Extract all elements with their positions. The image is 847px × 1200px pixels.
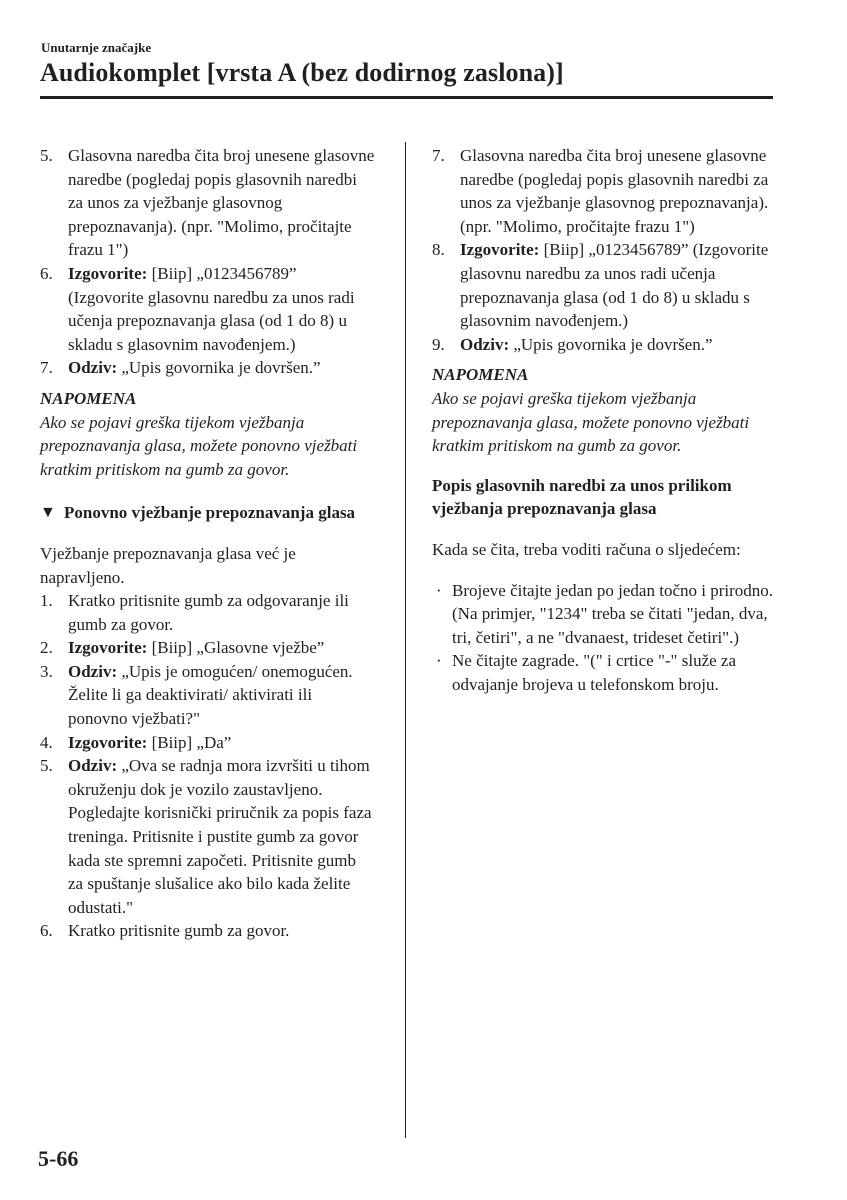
list-item	[40, 144, 375, 262]
item-text: Izgovorite: [Biip] „Da”	[68, 732, 232, 752]
item-text: Izgovorite: [Biip] „Glasovne vježbe”	[68, 638, 325, 658]
item-number: 4.	[40, 732, 53, 752]
triangle-marker-icon: ▼	[40, 504, 56, 522]
item-number: 5.	[40, 146, 53, 165]
item-text: Kratko pritisnite gumb za odgovaranje ili gumb za govor.	[68, 591, 349, 634]
list-item	[40, 919, 375, 943]
item-text: Izgovorite: [Biip] „0123456789” (Izgovorite glasovnu naredbu za unos radi učenja prepoznavanja glasa (od 1 do 8) u skladu s glasovnim navođenjem.)	[460, 240, 769, 331]
header-rule	[40, 96, 773, 99]
item-number: 3.	[40, 661, 53, 681]
note-body: Ako se pojavi greška tijekom vježbanja prepoznavanja glasa, možete ponovno vježbati kratkim pritiskom na gumb za govor.	[432, 388, 750, 456]
intro-paragraph: Vježbanje prepoznavanja glasa već je napravljeno.	[40, 543, 296, 587]
note-title: NAPOMENA	[40, 388, 137, 408]
item-number: 8.	[432, 240, 445, 260]
item-number: 7.	[40, 358, 53, 378]
section-label: Unutarnje značajke	[41, 40, 152, 55]
bullet-item	[432, 579, 777, 650]
item-number: 2.	[40, 638, 53, 658]
list-item	[40, 356, 375, 380]
note-body: Ako se pojavi greška tijekom vježbanja prepoznavanja glasa, možete ponovno vježbati kratkim pritiskom na gumb za govor.	[40, 412, 358, 479]
list-item	[40, 589, 375, 636]
list-item	[40, 754, 375, 919]
page-title: Audiokomplet [vrsta A (bez dodirnog zaslona)]	[40, 58, 564, 87]
section-heading: Popis glasovnih naredbi za unos prilikom vježbanja prepoznavanja glasa	[432, 475, 732, 519]
note-title: NAPOMENA	[432, 365, 529, 385]
bullet-text: Ne čitajte zagrade. "(" i crtice "-" služe za odvajanje brojeva u telefonskom broju.	[452, 651, 737, 694]
page-number: 5-66	[38, 1146, 79, 1171]
list-item	[40, 636, 375, 660]
item-text: Kratko pritisnite gumb za govor.	[68, 921, 290, 941]
intro-paragraph: Kada se čita, treba voditi računa o sljedećem:	[432, 539, 741, 559]
bullet-dot-icon: ·	[436, 651, 442, 671]
item-number: 9.	[432, 334, 445, 354]
list-item	[432, 333, 777, 357]
item-text: Odziv: „Ova se radnja mora izvršiti u tihom okruženju dok je vozilo zaustavljeno. Pogledajte korisnički priručnik za popis faza treninga. Pritisnite i pustite gumb za govor kada ste spremni započeti. Pritisnite gumb za spuštanje slušalice ako bilo kada želite odustati."	[68, 756, 372, 917]
left-column	[40, 144, 375, 943]
item-number: 7.	[432, 146, 445, 165]
item-text: Glasovna naredba čita broj unesene glasovne naredbe (pogledaj popis glasovnih naredbi za unos za vježbanje glasovnog prepoznavanja). (npr. "Molimo, pročitajte frazu 1")	[460, 146, 769, 236]
list-item	[40, 262, 375, 356]
list-item	[40, 731, 375, 755]
item-text: Glasovna naredba čita broj unesene glasovne naredbe (pogledaj popis glasovnih naredbi za unos za vježbanje glasovnog prepoznavanja). (npr. "Molimo, pročitajte frazu 1")	[68, 146, 375, 260]
item-number: 6.	[40, 921, 53, 941]
bullet-item	[432, 649, 777, 696]
list-item	[432, 144, 777, 238]
subsection-heading-text: Ponovno vježbanje prepoznavanja glasa	[64, 503, 356, 523]
item-text: Odziv: „Upis govornika je dovršen.”	[68, 358, 321, 378]
item-number: 1.	[40, 591, 53, 611]
item-text: Izgovorite: [Biip] „0123456789” (Izgovorite glasovnu naredbu za unos radi učenja prepoznavanja glasa (od 1 do 8) u skladu s glasovnim navođenjem.)	[68, 263, 355, 354]
item-number: 6.	[40, 263, 53, 283]
item-number: 5.	[40, 756, 53, 776]
item-text: Odziv: „Upis govornika je dovršen.”	[460, 334, 713, 354]
subsection-heading	[40, 501, 375, 525]
bullet-text: Brojeve čitajte jedan po jedan točno i prirodno. (Na primjer, "1234" treba se čitati "jedan, dva, tri, četiri", a ne "dvanaest, trideset četiri".)	[452, 580, 774, 647]
item-text: Odziv: „Upis je omogućen/ onemogućen. Želite li ga deaktivirati/ aktivirati ili ponovno vježbati?"	[68, 661, 353, 729]
list-item	[432, 238, 777, 332]
list-item	[40, 660, 375, 731]
column-divider	[405, 142, 406, 1138]
bullet-dot-icon: ·	[436, 580, 442, 600]
right-column	[432, 144, 777, 696]
